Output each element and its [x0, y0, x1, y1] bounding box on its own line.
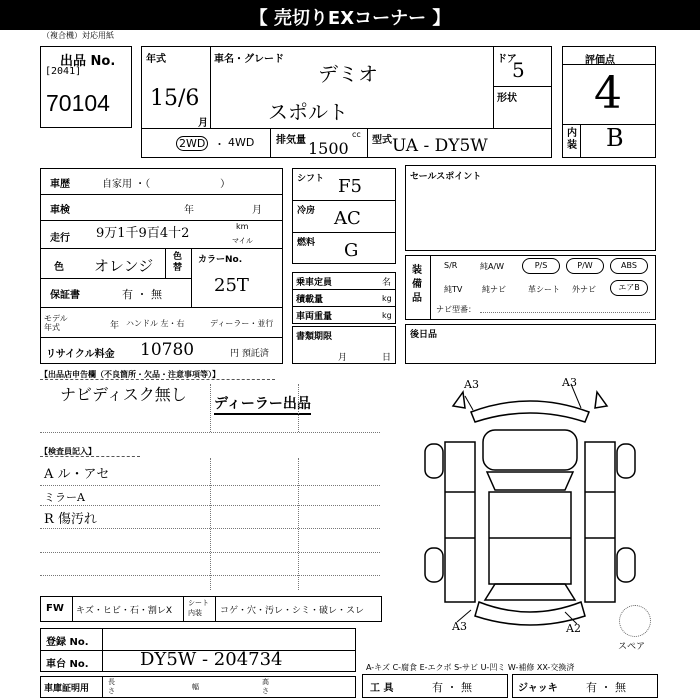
vehicle-details-box [40, 168, 283, 364]
after-items-box [405, 324, 656, 364]
mileage-unit-mile: マイル [232, 237, 253, 245]
diagram-mark-front-left: A3 [464, 378, 479, 391]
seat-items: コゲ・穴・汚レ・シミ・破レ・スレ [220, 606, 365, 616]
month-unit: 月 [198, 118, 208, 129]
garage-length: 長さ [108, 678, 115, 695]
interior-value: B [606, 124, 624, 152]
inspector-label: 【検査員記入】 [40, 447, 96, 456]
weight-unit: kg [382, 311, 392, 320]
model-year-label: モデル年式 [44, 314, 68, 332]
lot-number: 70104 [46, 90, 110, 116]
fw-label: FW [46, 603, 64, 614]
capacity-label: 乗車定員 [296, 278, 333, 288]
inspection-label: 車検 [50, 205, 70, 216]
colorno-value: 25T [214, 275, 249, 296]
doc-deadline-day: 日 [382, 353, 392, 363]
spare-tire-icon [619, 605, 651, 637]
jack-value: 有 ・ 無 [586, 681, 626, 694]
banner-title: 【 売切りEXコーナー 】 [249, 8, 451, 29]
doc-deadline-label: 書類期限 [296, 332, 333, 342]
history-label: 車歴 [50, 179, 70, 190]
garage-width: 幅 [192, 683, 199, 691]
equip-airbag: エアB [610, 280, 648, 296]
year-label: 年式 [146, 54, 166, 65]
navi-model-label: ナビ型番： [436, 305, 476, 314]
registration-label: 登録 No. [46, 637, 89, 648]
model-label: 型式 [372, 135, 392, 146]
aircon-label: 冷房 [297, 206, 316, 216]
aircon-value: AC [334, 208, 361, 229]
recycle-unit: 円 預託済 [230, 349, 269, 359]
equip-tv: 純TV [444, 285, 463, 294]
mileage-value: 9万1千9百4十2 [96, 226, 190, 241]
chassis-value: DY5W - 204734 [140, 649, 283, 670]
doors-value: 5 [512, 58, 525, 82]
capacity-unit: 名 [382, 278, 392, 288]
garage-label: 車庫証明用 [44, 684, 90, 694]
drive-4wd: 4WD [228, 136, 255, 149]
inspector-line-3: R 傷汚れ [44, 512, 97, 527]
garage-height: 高さ [262, 678, 269, 695]
seat-label: シート内装 [188, 599, 209, 617]
inspector-line-2: ミラーA [44, 491, 85, 504]
shift-label: シフト [297, 174, 325, 184]
dealer-field: ディーラー・並行 [210, 319, 274, 328]
recycle-value: 10780 [140, 340, 195, 360]
interior-label: 内装 [567, 128, 577, 151]
color-label: 色 [54, 262, 64, 273]
model-value: UA - DY5W [392, 136, 488, 156]
inspector-line-1: A ル・アセ [44, 467, 110, 482]
damage-legend: A-キズ C-腐食 E-エクボ S-サビ U-凹ミ W-補修 XX-交換済 [366, 663, 575, 672]
equip-sr: S/R [444, 261, 458, 270]
fuel-label: 燃料 [297, 238, 316, 248]
dealer-stamp: ディーラー出品 [214, 393, 311, 415]
fw-items: キズ・ヒビ・石・割レX [76, 606, 172, 616]
form-type-label: （複合機）対応用紙 [42, 31, 114, 40]
handle-field: ハンドル 左・右 [126, 319, 185, 328]
history-value: 自家用 ・（ ） [102, 179, 231, 190]
tools-value: 有 ・ 無 [432, 681, 472, 694]
grade-label: 評価点 [585, 55, 615, 66]
exhibitor-label: 【出品店申告欄（不良箇所・欠品・注意事項等）】 [40, 370, 220, 379]
model-year-unit: 年 [110, 321, 120, 331]
colorno-label: カラーNo. [198, 255, 243, 265]
drive-sep: ・ [214, 138, 225, 151]
warranty-value: 有 ・ 無 [122, 288, 162, 301]
diagram-mark-rear-left: A3 [452, 620, 467, 633]
warranty-label: 保証書 [50, 290, 80, 301]
shift-value: F5 [338, 176, 362, 197]
equip-pw: P/W [566, 258, 604, 274]
equip-ps: P/S [522, 258, 560, 274]
sales-point-label: セールスポイント [410, 172, 482, 182]
equipment-label: 装備品 [412, 265, 422, 304]
lot-label: 出品 No. [60, 54, 116, 69]
color-change-label: 色替 [173, 252, 183, 273]
equip-leather: 革シート [528, 285, 560, 294]
chassis-label: 車台 No. [46, 659, 89, 670]
inspection-month: 月 [252, 205, 262, 216]
diagram-mark-rear-right: A2 [566, 622, 581, 635]
diagram-mark-front-right: A3 [562, 376, 577, 389]
jack-label: ジャッキ [518, 683, 558, 694]
load-label: 積載量 [296, 295, 324, 305]
recycle-label: リサイクル料金 [46, 349, 115, 360]
tools-label: 工 具 [370, 683, 394, 694]
cc-unit: cc [352, 130, 361, 139]
drive-2wd: 2WD [176, 136, 208, 151]
displacement-value: 1500 [308, 139, 349, 158]
equip-ext-navi: 外ナビ [572, 285, 596, 294]
displacement-label: 排気量 [276, 135, 306, 146]
doors-label: ドア [497, 54, 517, 65]
mileage-unit-km: km [236, 222, 249, 231]
weight-label: 車両重量 [296, 312, 333, 322]
load-unit: kg [382, 294, 392, 303]
year-value: 15/6 [150, 86, 200, 111]
mileage-label: 走行 [50, 233, 70, 244]
grade-value: 4 [594, 68, 622, 119]
after-items-label: 後日品 [410, 330, 438, 340]
grade-value: スポルト [268, 100, 348, 124]
lot-code: [2041] [45, 66, 82, 77]
color-value: オレンジ [94, 257, 154, 275]
shape-label: 形状 [497, 93, 517, 104]
doc-deadline-month: 月 [338, 353, 348, 363]
car-name-label: 車名・グレード [214, 54, 284, 65]
exhibitor-note: ナビディスク無し [60, 385, 187, 404]
equip-navi: 純ナビ [482, 285, 506, 294]
fuel-value: G [344, 240, 359, 261]
inspection-year: 年 [184, 205, 194, 216]
equip-alloy: 純A/W [480, 262, 505, 271]
equip-abs: ABS [610, 258, 648, 274]
car-name-value: デミオ [318, 62, 378, 86]
car-damage-diagram [405, 372, 656, 640]
spare-label: スペア [618, 642, 646, 652]
